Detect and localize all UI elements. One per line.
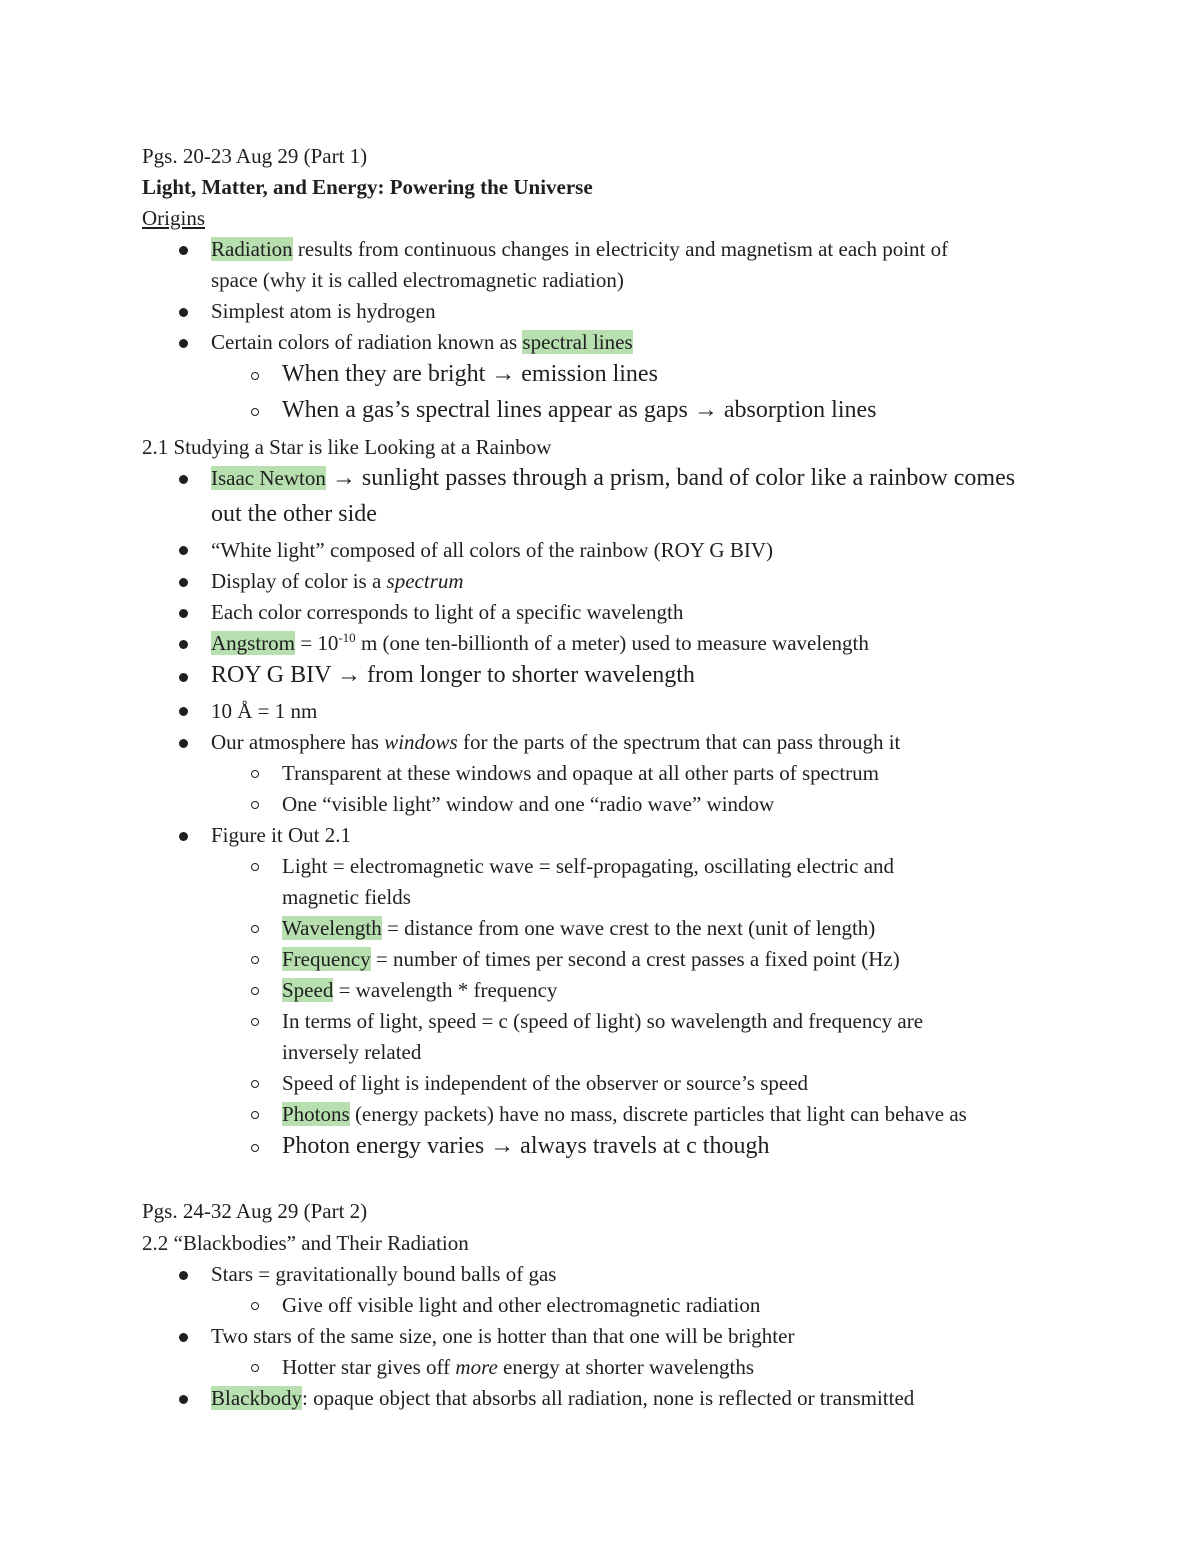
item-text: = wavelength * frequency bbox=[333, 978, 558, 1002]
item-text: (energy packets) have no mass, discrete particles that light can behave as bbox=[349, 1102, 967, 1126]
sub-bullet-icon bbox=[251, 1364, 259, 1372]
highlight-term: Speed bbox=[282, 978, 334, 1002]
bullet-icon bbox=[179, 609, 188, 618]
sub-item-light-wave-cont: magnetic fields bbox=[282, 885, 411, 909]
sub-bullet-icon bbox=[251, 408, 259, 416]
item-text: energy at shorter wavelengths bbox=[497, 1355, 754, 1379]
item-atmosphere bbox=[211, 729, 900, 755]
sub-item-photons bbox=[282, 1101, 967, 1127]
item-newton-cont: out the other side bbox=[211, 501, 377, 527]
section-2-2-heading: 2.2 “Blackbodies” and Their Radiation bbox=[142, 1231, 469, 1255]
part2-header: Pgs. 24-32 Aug 29 (Part 2) bbox=[142, 1199, 368, 1223]
item-figure-it-out: Figure it Out 2.1 bbox=[211, 823, 351, 847]
sub-bullet-icon bbox=[251, 1018, 259, 1026]
item-text: Our atmosphere has bbox=[211, 730, 385, 754]
origins-item-radiation-cont: space (why it is called electromagnetic radiation) bbox=[211, 268, 624, 292]
highlight-term: Frequency bbox=[282, 947, 371, 971]
highlight-term: Wavelength bbox=[282, 916, 382, 940]
item-text: = number of times per second a crest passes a fixed point (Hz) bbox=[370, 947, 900, 971]
emphasis-term: windows bbox=[384, 730, 458, 754]
emphasis-term: more bbox=[455, 1355, 498, 1379]
item-newton bbox=[211, 465, 1015, 491]
origins-item-hydrogen: Simplest atom is hydrogen bbox=[211, 299, 436, 323]
sub-bullet-icon bbox=[251, 987, 259, 995]
origins-item-radiation bbox=[211, 236, 948, 262]
sub-item-speed bbox=[282, 977, 557, 1003]
sub-item-light-wave: Light = electromagnetic wave = self-propagating, oscillating electric and bbox=[282, 854, 895, 878]
sub-bullet-icon bbox=[251, 1144, 259, 1152]
sub-bullet-icon bbox=[251, 801, 259, 809]
sub-item-speed-of-light-cont: inversely related bbox=[282, 1040, 422, 1064]
origins-sub-absorption: When a gas’s spectral lines appear as gaps → absorption lines bbox=[282, 397, 877, 423]
sub-bullet-icon bbox=[251, 925, 259, 933]
origins-item-spectral bbox=[211, 329, 633, 355]
sub-bullet-icon bbox=[251, 770, 259, 778]
sub-item-visible-light: Give off visible light and other electromagnetic radiation bbox=[282, 1293, 761, 1317]
item-text: Hotter star gives off bbox=[282, 1355, 456, 1379]
item-text: = distance from one wave crest to the next (unit of length) bbox=[381, 916, 876, 940]
origins-sub-emission: When they are bright → emission lines bbox=[282, 361, 658, 387]
bullet-icon bbox=[179, 673, 188, 682]
exponent: -10 bbox=[338, 630, 356, 645]
sub-bullet-icon bbox=[251, 372, 259, 380]
sub-item-windows: One “visible light” window and one “radio wave” window bbox=[282, 792, 775, 816]
bullet-icon bbox=[179, 339, 188, 348]
sub-item-transparent: Transparent at these windows and opaque at all other parts of spectrum bbox=[282, 761, 879, 785]
item-angstrom bbox=[211, 630, 869, 656]
item-text: → sunlight passes through a prism, band of color like a rainbow comes bbox=[325, 465, 1016, 491]
item-wavelength-color: Each color corresponds to light of a specific wavelength bbox=[211, 600, 684, 624]
bullet-icon bbox=[179, 707, 188, 716]
highlight-term: Blackbody bbox=[211, 1386, 302, 1410]
item-text: m (one ten-billionth of a meter) used to measure wavelength bbox=[355, 631, 869, 655]
bullet-icon bbox=[179, 640, 188, 649]
item-text: : opaque object that absorbs all radiation, none is reflected or transmitted bbox=[301, 1386, 915, 1410]
sub-bullet-icon bbox=[251, 1111, 259, 1119]
bullet-icon bbox=[179, 246, 188, 255]
bullet-icon bbox=[179, 546, 188, 555]
origins-heading: Origins bbox=[142, 206, 205, 230]
item-text: Certain colors of radiation known as bbox=[211, 330, 523, 354]
item-roygbiv: ROY G BIV → from longer to shorter wavelength bbox=[211, 662, 695, 688]
item-text: = 10 bbox=[295, 631, 339, 655]
item-spectrum bbox=[211, 568, 464, 594]
item-two-stars: Two stars of the same size, one is hotter than that one will be brighter bbox=[211, 1324, 795, 1348]
part1-title: Light, Matter, and Energy: Powering the Universe bbox=[142, 175, 593, 199]
bullet-icon bbox=[179, 308, 188, 317]
highlight-term: Isaac Newton bbox=[211, 466, 326, 490]
part1-header: Pgs. 20-23 Aug 29 (Part 1) bbox=[142, 144, 368, 168]
highlight-term: Radiation bbox=[211, 237, 293, 261]
item-angstrom-nm: 10 Å = 1 nm bbox=[211, 699, 318, 723]
sub-item-photon-energy: Photon energy varies → always travels at c though bbox=[282, 1133, 770, 1159]
sub-bullet-icon bbox=[251, 863, 259, 871]
highlight-term: Photons bbox=[282, 1102, 350, 1126]
bullet-icon bbox=[179, 832, 188, 841]
sub-item-speed-of-light: In terms of light, speed = c (speed of light) so wavelength and frequency are bbox=[282, 1009, 924, 1033]
sub-item-independent: Speed of light is independent of the observer or source’s speed bbox=[282, 1071, 809, 1095]
emphasis-term: spectrum bbox=[386, 569, 464, 593]
sub-item-hotter-star bbox=[282, 1354, 754, 1380]
item-text: results from continuous changes in electricity and magnetism at each point of bbox=[292, 237, 949, 261]
bullet-icon bbox=[179, 739, 188, 748]
bullet-icon bbox=[179, 1333, 188, 1342]
sub-item-wavelength bbox=[282, 915, 875, 941]
sub-item-frequency bbox=[282, 946, 900, 972]
bullet-icon bbox=[179, 475, 188, 484]
item-white-light: “White light” composed of all colors of the rainbow (ROY G BIV) bbox=[211, 538, 773, 562]
item-text: for the parts of the spectrum that can pass through it bbox=[457, 730, 901, 754]
sub-bullet-icon bbox=[251, 1080, 259, 1088]
item-blackbody bbox=[211, 1385, 914, 1411]
bullet-icon bbox=[179, 578, 188, 587]
bullet-icon bbox=[179, 1271, 188, 1280]
sub-bullet-icon bbox=[251, 1302, 259, 1310]
highlight-term: spectral lines bbox=[522, 330, 633, 354]
section-2-1-heading: 2.1 Studying a Star is like Looking at a Rainbow bbox=[142, 435, 552, 459]
highlight-term: Angstrom bbox=[211, 631, 295, 655]
bullet-icon bbox=[179, 1395, 188, 1404]
item-text: Display of color is a bbox=[211, 569, 387, 593]
item-stars: Stars = gravitationally bound balls of gas bbox=[211, 1262, 557, 1286]
sub-bullet-icon bbox=[251, 956, 259, 964]
